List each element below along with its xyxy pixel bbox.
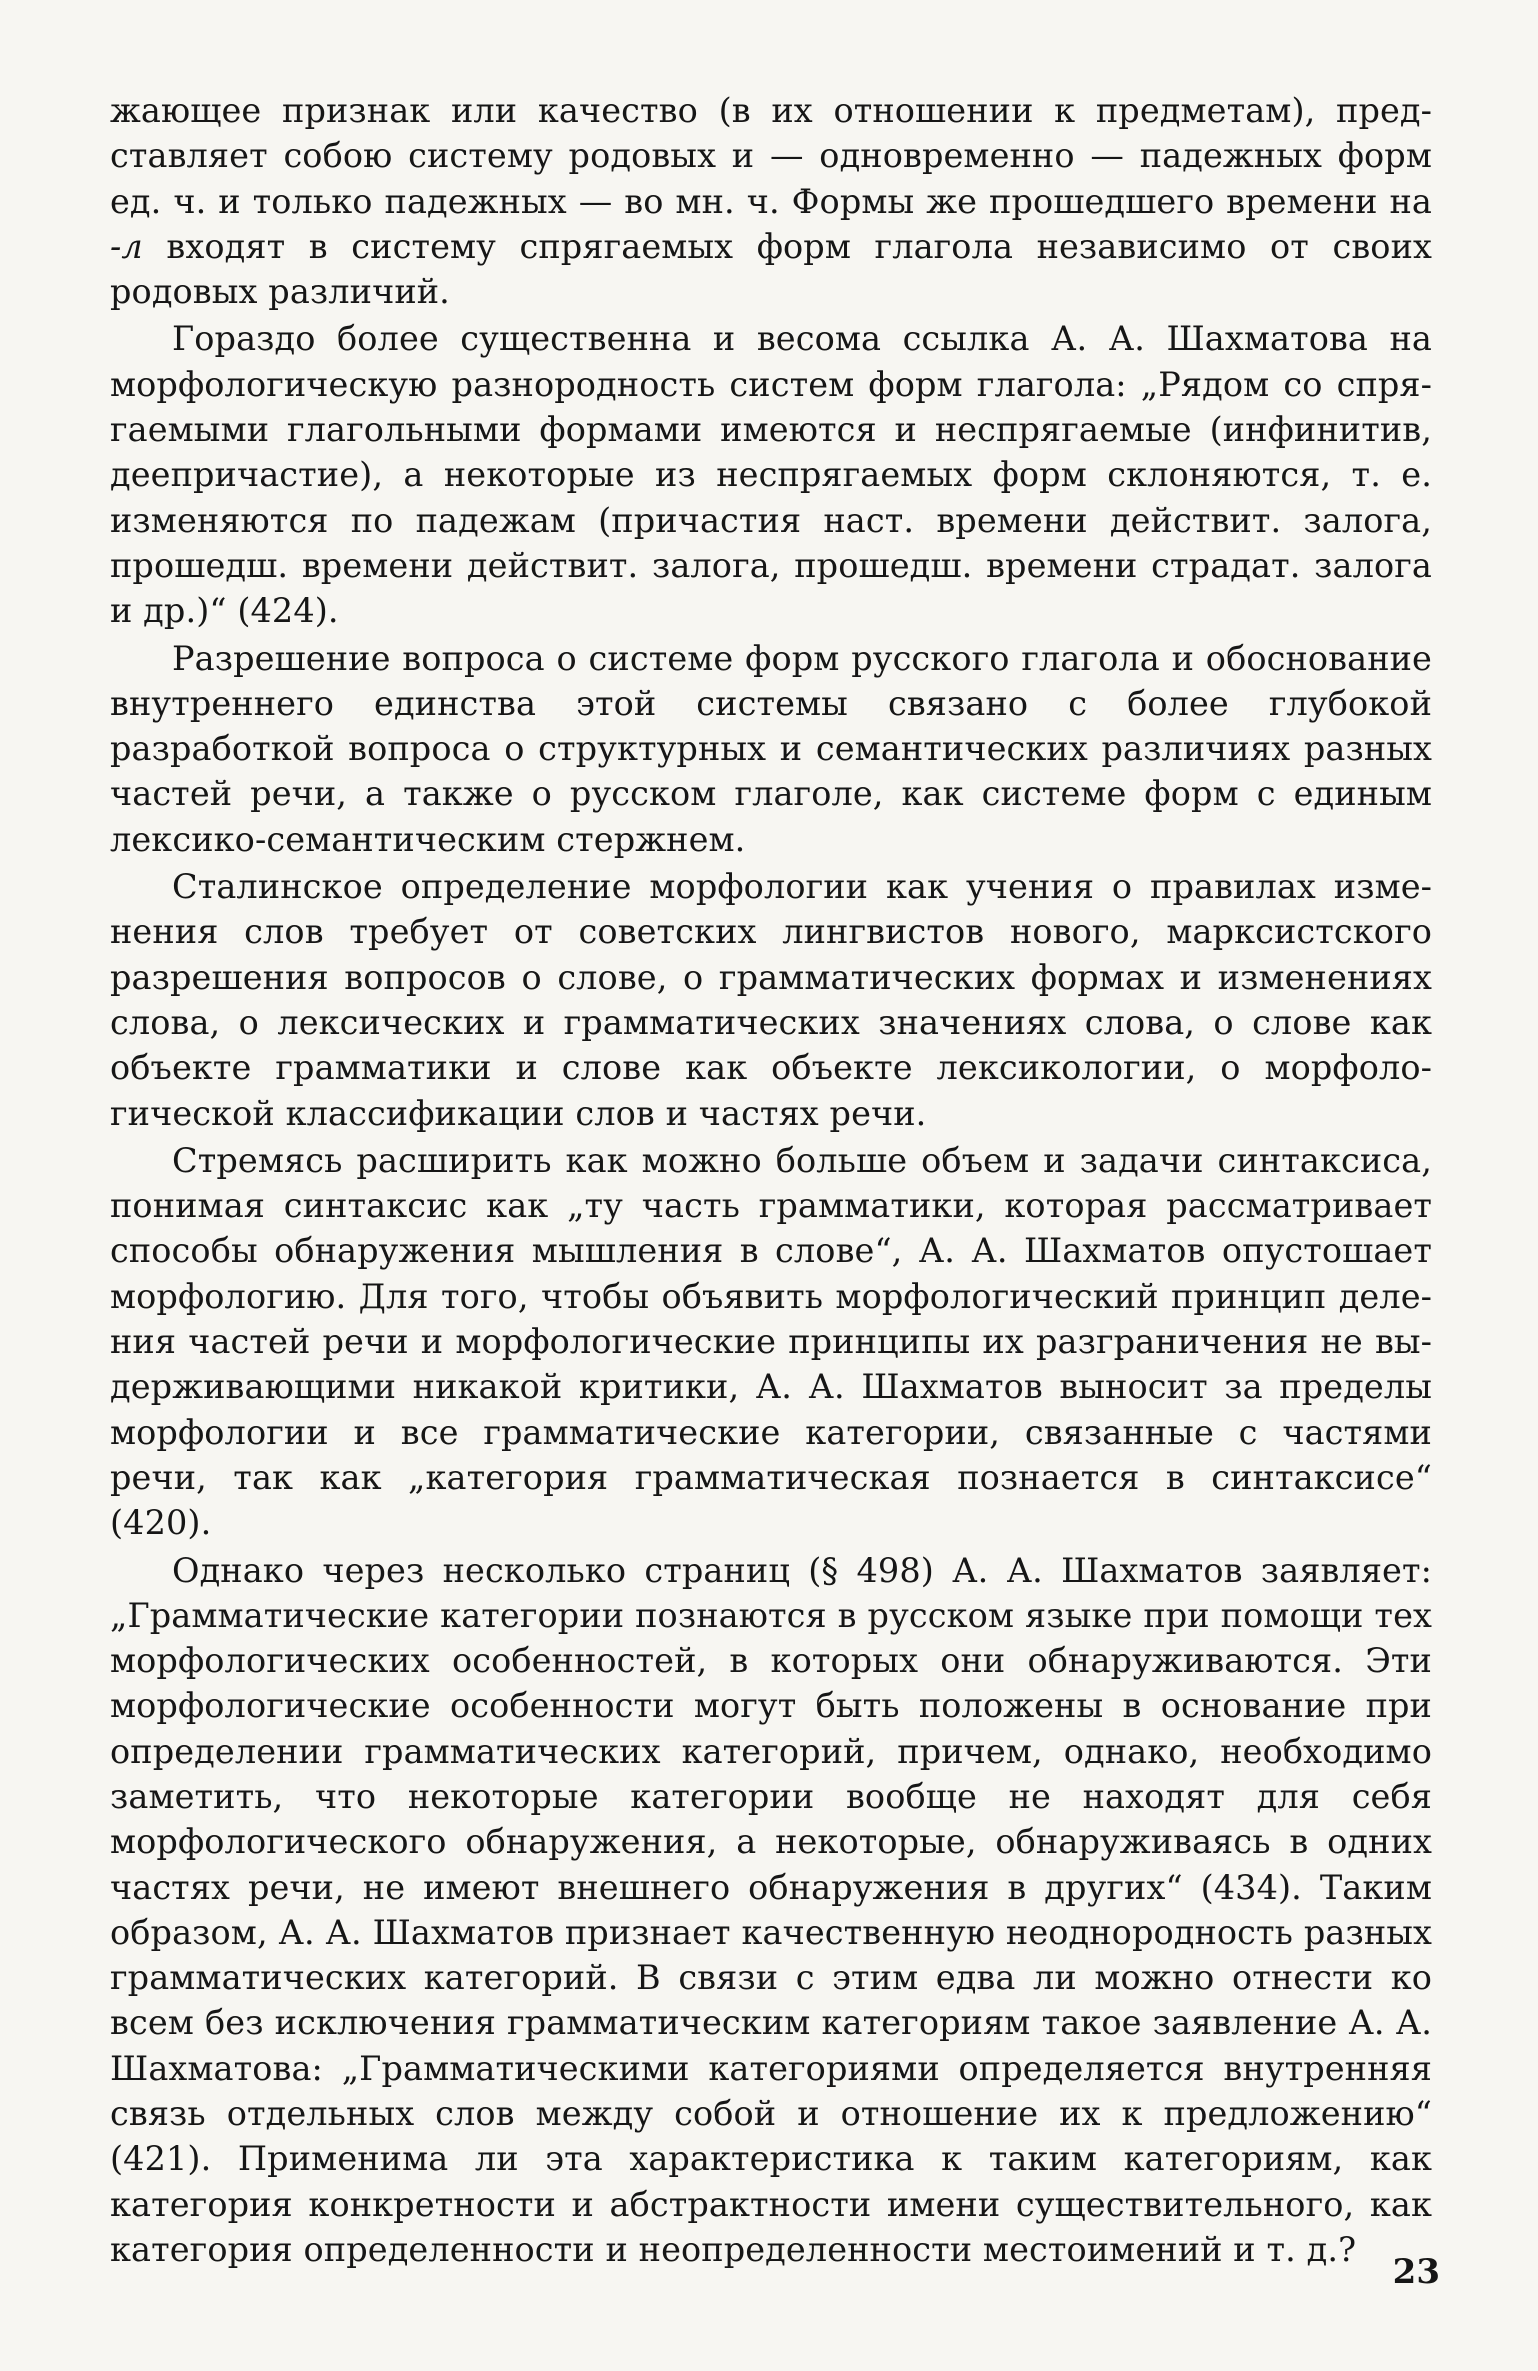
paragraph-p1 xyxy=(110,88,1432,314)
text-fragment: Стремясь расширить как можно больше объем и задачи синтаксиса, понимая синтаксис как „ту часть грамматики, которая рассматривает способы обнаружения мышления в слове“, А. А. Шахматов опустошает морфологию. Для того, чтобы объявить морфологический принцип деления частей речи и морфологические принципы их разграничения не выдерживающими никакой критики, А. А. Шахматов выносит за пределы морфологии и все грамматические категории, связанные с частями речи, так как „категория грамматическая познается в синтаксисе“ (420). xyxy=(110,1140,1432,1543)
text-fragment: входят в систему спрягаемых форм глагола независимо от своих родовых различий. xyxy=(110,226,1432,312)
paragraph-p6 xyxy=(110,1548,1432,2273)
text-fragment: Сталинское определение морфологии как учения о правилах изменения слов требует от советских лингвистов нового, марксистского разрешения вопросов о слове, о грамматических формах и изменениях слова, о лексических и грамматических значениях слова, о слове как объекте грамматики и слове как объекте лексикологии, о морфологической классификации слов и частях речи. xyxy=(110,867,1432,1133)
text-fragment: Однако через несколько страниц (§ 498) А. А. Шахматов заявляет: „Грамматические категории познаются в русском языке при помощи тех морфологических особенностей, в которых они обнаруживаются. Эти морфологические особенности могут быть положены в основание при определении грамматических категорий, причем, однако, необходимо заметить, что некоторые категории вообще не находят для себя морфологического обнаружения, а некоторые, обнаруживаясь в одних частях речи, не имеют внешнего обнаружения в других“ (434). Таким образом, А. А. Шахматов признает качественную неоднородность разных грамматических категорий. В связи с этим едва ли можно отнести ко всем без исключения грамматическим категориям такое заявление А. А. Шахматова: „Грамматическими категориями определяется внутренняя связь отдельных слов между собой и отношение их к предложению“ (421). Применима ли эта характеристика к таким категориям, как категория конкретности и абстрактности имени существительного, как категория определенности и неопределенности местоимений и т. д.? xyxy=(110,1550,1432,2269)
paragraph-p2 xyxy=(110,316,1432,633)
page-text-body xyxy=(110,88,1432,2272)
italic-fragment: -л xyxy=(110,226,143,266)
text-fragment: жающее признак или качество (в их отношении к предметам), представляет собою систему родовых и — одновременно — падежных форм ед. ч. и только падежных — во мн. ч. Формы же прошедшего времени на xyxy=(110,91,1432,221)
page-number: 23 xyxy=(1392,2252,1440,2292)
text-fragment: Разрешение вопроса о системе форм русского глагола и обоснование внутреннего единства этой системы связано с более глубокой разработкой вопроса о структурных и семантических различиях разных частей речи, а также о русском глаголе, как системе форм с единым лексико-семантическим стержнем. xyxy=(110,638,1432,859)
paragraph-p3 xyxy=(110,636,1432,862)
text-fragment: Гораздо более существенна и весома ссылка А. А. Шахматова на морфологическую разнородность систем форм глагола: „Рядом со спрягаемыми глагольными формами имеются и неспрягаемые (инфинитив, деепричастие), а некоторые из неспрягаемых форм склоняются, т. е. изменяются по падежам (причастия наст. времени действит. залога, прошедш. времени действит. залога, прошедш. времени страдат. залога и др.)“ (424). xyxy=(110,319,1432,631)
paragraph-p5 xyxy=(110,1138,1432,1546)
paragraph-p4 xyxy=(110,864,1432,1136)
